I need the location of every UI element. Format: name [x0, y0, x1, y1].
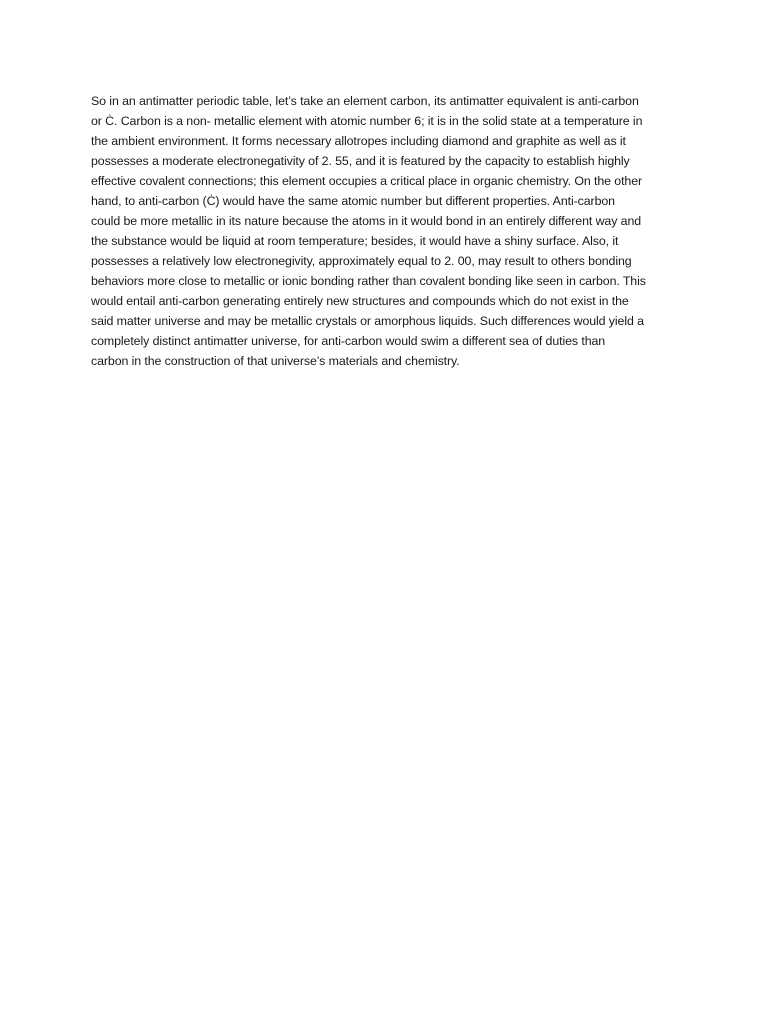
paragraph-line: or Ċ. Carbon is a non- metallic element with atomic number 6; it is in the solid state at a temperature in	[91, 114, 643, 128]
paragraph-line: carbon in the construction of that universe’s materials and chemistry.	[91, 354, 460, 368]
paragraph-line: could be more metallic in its nature because the atoms in it would bond in an entirely different way and	[91, 214, 642, 228]
paragraph-line: the substance would be liquid at room temperature; besides, it would have a shiny surface. Also, it	[91, 234, 619, 248]
paragraph-line: completely distinct antimatter universe, for anti-carbon would swim a different sea of duties than	[91, 334, 606, 348]
paragraph-line: possesses a relatively low electronegivity, approximately equal to 2. 00, may result to others bonding	[91, 254, 632, 268]
paragraph-line: the ambient environment. It forms necessary allotropes including diamond and graphite as well as it	[91, 134, 626, 148]
paragraph-line: possesses a moderate electronegativity of 2. 55, and it is featured by the capacity to establish highly	[91, 154, 630, 168]
paragraph-line: So in an antimatter periodic table, let’s take an element carbon, its antimatter equivalent is anti-carbon	[91, 94, 639, 108]
paragraph-line: would entail anti-carbon generating entirely new structures and compounds which do not exist in the	[91, 294, 629, 308]
paragraph-line: said matter universe and may be metallic crystals or amorphous liquids. Such differences would yield a	[91, 314, 644, 328]
paragraph-line: behaviors more close to metallic or ionic bonding rather than covalent bonding like seen in carbon. This	[91, 274, 646, 288]
body-paragraph	[91, 91, 691, 371]
paragraph-line: hand, to anti-carbon (Ċ) would have the same atomic number but different properties. Anti-carbon	[91, 194, 615, 208]
paragraph-line: effective covalent connections; this element occupies a critical place in organic chemistry. On the other	[91, 174, 643, 188]
